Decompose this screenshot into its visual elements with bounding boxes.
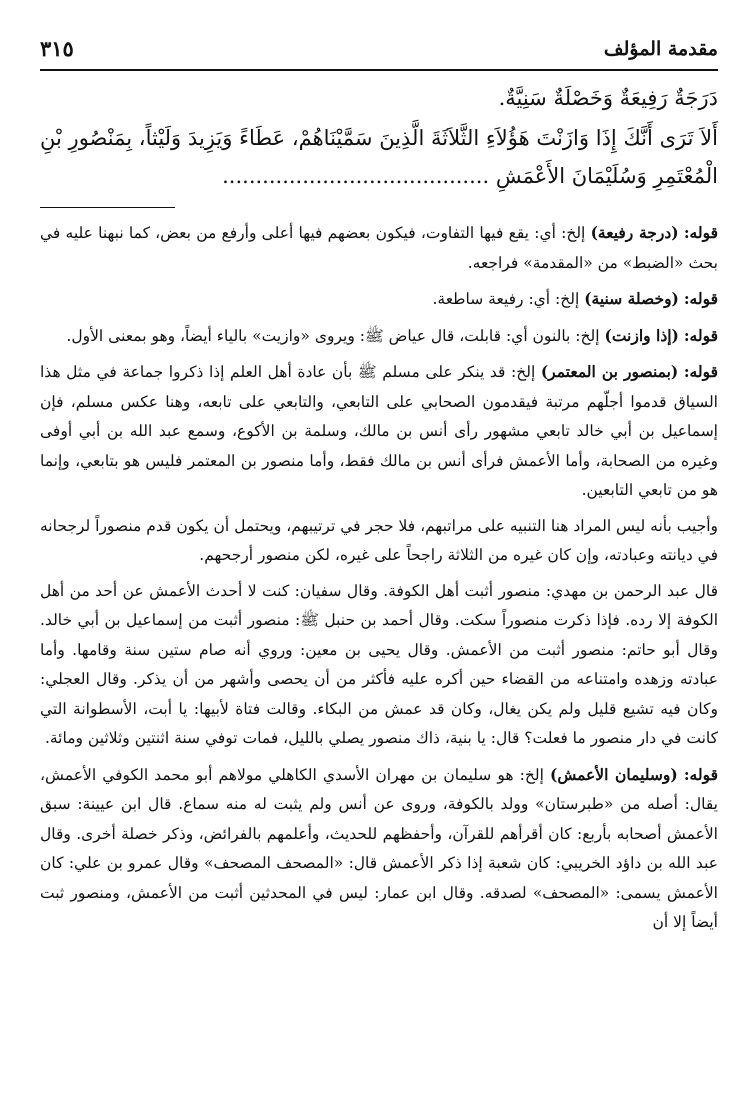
- lemma: (وخصلة سنية): [584, 289, 679, 308]
- commentary-paragraph: [40, 512, 718, 571]
- commentary-paragraph: [40, 218, 718, 278]
- main-text-passage: أَلاَ تَرَى أَنَّكَ إِذَا وَازَنْتَ هَؤُلاَءِ الثَّلاَثَةَ الَّذِينَ سَمَّيْنَاهُمْ، عَطَاءً وَيَزِيدَ وَلَيْثاً، بِمَنْصُورِ بْنِ الْمُعْتَمِرِ وَسُلَيْمَانَ الأَعْمَشِ ........................................: [40, 126, 718, 188]
- qawluhu-label: قوله:: [683, 362, 718, 381]
- main-text: [40, 79, 718, 195]
- qawluhu-label: قوله:: [683, 223, 718, 242]
- commentary-text: إلخ: هو سليمان بن مهران الأسدي الكاهلي مولاهم أبو محمد الكوفي الأعمش، يقال: أصله من «طبرستان» وولد بالكوفة، وروى عن أنس ولم يثبت له منه سماع. قال ابن عيينة: سبق الأعمش أصحابه بأربع: كان أقرأهم للقرآن، وأحفظهم للحديث، وأعلمهم بالفرائض، وذكر خصلة أخرى. وقال عبد الله بن داؤد الخريبي: كان شعبة إذا ذكر الأعمش قال: «المصحف المصحف» وقال عمرو بن علي: كان الأعمش يسمى: «المصحف» لصدقه. وقال ابن عمار: ليس في المحدثين أثبت من الأعمش، ومنصور ثبت أيضاً إلا أن: [40, 765, 718, 931]
- commentary-paragraph: [40, 357, 718, 506]
- lemma: (إذا وازنت): [604, 325, 679, 345]
- commentary: [40, 218, 718, 938]
- lemma: (بمنصور بن المعتمر): [540, 362, 679, 381]
- book-page: [40, 35, 718, 944]
- commentary-text: وأجيب بأنه ليس المراد هنا التنبيه على مراتبهم، فلا حجر في ترتيبهم، ويحتمل أن يكون قدم منصوراً لرجحانه في ديانته وعبادته، وإن كان غيره من الثلاثة راجحاً على غيره، لكن منصور أرجحهم.: [40, 516, 718, 564]
- footnote-separator: [40, 207, 175, 208]
- commentary-text: قال عبد الرحمن بن مهدي: منصور أثبت أهل الكوفة. وقال سفيان: كنت لا أحدث الأعمش عن أحد من أهل الكوفة إلا رده. فإذا ذكرت منصوراً سكت. وقال أحمد بن حنبل ﷺ: منصور أثبت من إسماعيل بن أبي خالد. وقال أبو حاتم: منصور أثبت من الأعمش. وقال يحيى بن معين: وروي أنه صام ستين سنة وقامها. وأما عبادته وزهده وامتناعه من القضاء حين أكره عليه فأكثر من أن يحصى وأشهر من أن يذكر. وقال العجلي: وكان فيه تشيع قليل ولم يكن يغال، وكان قد عمش من البكاء. وقالت فتاة لأبيها: يا أبت، الأسطوانة التي كانت في دار منصور ما فعلت؟ قال: يا بنية، ذاك منصور يصلي بالليل، فمات توفي سنة اثنتين وثلاثين ومائة.: [40, 581, 718, 747]
- main-text-line: دَرَجَةٌ رَفِيعَةٌ وَخَصْلَةٌ سَنِيَّةٌ.: [498, 86, 718, 110]
- lemma: (درجة رفيعة): [590, 223, 679, 242]
- page-number: ٣١٥: [40, 36, 74, 61]
- ellipsis-dots: ........................................: [222, 164, 490, 188]
- qawluhu-label: قوله:: [683, 764, 718, 784]
- commentary-paragraph: [40, 321, 718, 352]
- page-header: [40, 35, 718, 71]
- commentary-paragraph: [40, 577, 718, 754]
- running-title: مقدمة المؤلف: [603, 38, 718, 60]
- qawluhu-label: قوله:: [683, 289, 718, 308]
- commentary-text: إلخ: قد ينكر على مسلم ﷺ بأن عادة أهل العلم إذا ذكروا جماعة في مثل هذا السياق قدموا أجلّهم مرتبة فيقدمون الصحابي على التابعي، والتابعي على تابعه، وهنا عكس مسلم، فإن إسماعيل بن أبي خالد تابعي مشهور رأى أنس بن مالك، وسلمة بن الأكوع، وسمع عبد الله بن أبي أوفى وغيره من الصحابة، وأما الأعمش فرأى أنس بن مالك فقط، وأما منصور بن المعتمر فليس هو بتابعي، وإنما هو من تابعي التابعين.: [40, 363, 718, 499]
- commentary-text: إلخ: أي: يقع فيها التفاوت، فيكون بعضهم فيها أعلى وأرفع من بعض، كما نبهنا عليه في بحث «الضبط» من «المقدمة» فراجعه.: [40, 224, 718, 272]
- qawluhu-label: قوله:: [683, 325, 718, 345]
- commentary-text: إلخ: أي: رفيعة ساطعة.: [432, 290, 585, 308]
- commentary-paragraph: [40, 284, 718, 315]
- lemma: (وسليمان الأعمش): [550, 764, 678, 784]
- commentary-text: إلخ: بالنون أي: قابلت، قال عياض ﷺ: ويروى «وازيت» بالياء أيضاً، وهو بمعنى الأول.: [66, 326, 605, 345]
- commentary-paragraph: [40, 760, 718, 938]
